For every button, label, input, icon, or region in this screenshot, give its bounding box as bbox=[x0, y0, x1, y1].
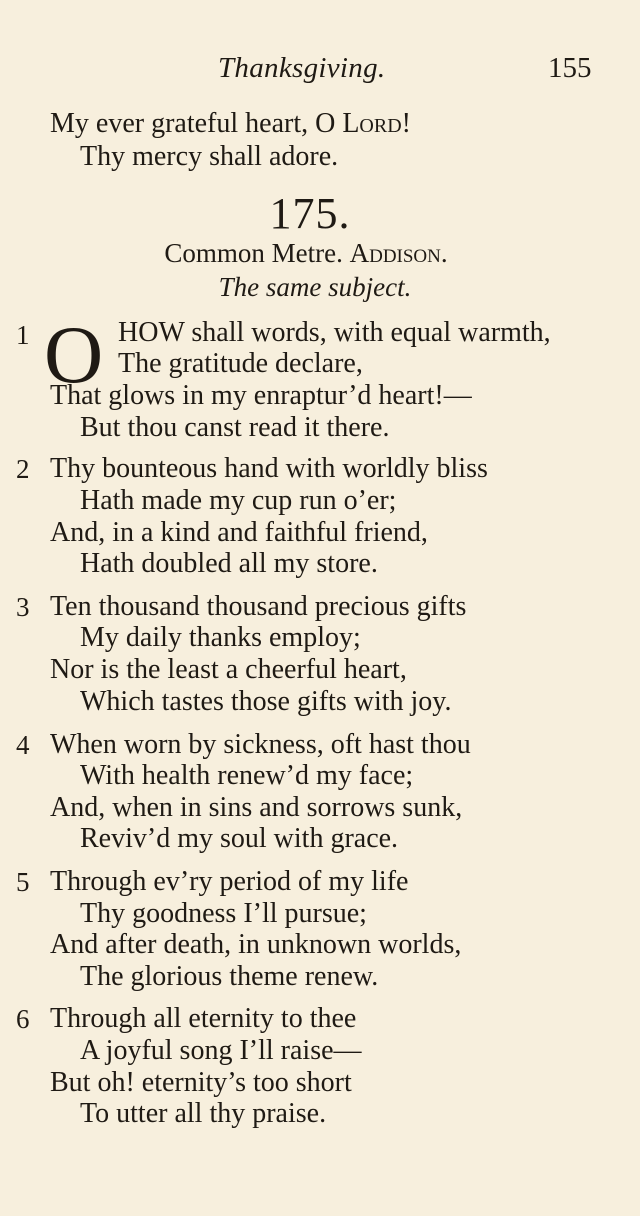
verse-number: 1 bbox=[16, 320, 30, 350]
verse-line: HOW shall words, with equal warmth, bbox=[118, 317, 551, 348]
verse-line: My daily thanks employ; bbox=[80, 622, 361, 653]
hymn-meter-author bbox=[0, 238, 612, 269]
page-number: 155 bbox=[548, 52, 592, 84]
section-title: Thanksgiving. bbox=[218, 52, 386, 84]
verse-line: Reviv’d my soul with grace. bbox=[80, 823, 399, 854]
verse-line: Ten thousand thousand precious gifts bbox=[50, 591, 467, 622]
hymn-subject: The same subject. bbox=[218, 272, 412, 302]
verse-line: Hath doubled all my store. bbox=[80, 548, 378, 579]
verse-line: The gratitude declare, bbox=[118, 348, 363, 379]
verse-number: 4 bbox=[16, 730, 30, 760]
verse-number: 2 bbox=[16, 454, 30, 484]
verse-line: And, when in sins and sorrows sunk, bbox=[50, 792, 463, 823]
hymn-author: Addison. bbox=[349, 238, 448, 268]
hymn-number: 175. bbox=[269, 189, 351, 238]
verse-line: Which tastes those gifts with joy. bbox=[80, 686, 452, 717]
verse-line: When worn by sickness, oft hast thou bbox=[50, 729, 471, 760]
verse-number: 5 bbox=[16, 867, 30, 897]
carryover-line: My ever grateful heart, O Lord! bbox=[50, 108, 411, 139]
verse-line: Through all eternity to thee bbox=[50, 1003, 357, 1034]
verse-line: And after death, in unknown worlds, bbox=[50, 929, 462, 960]
verse-number: 3 bbox=[16, 592, 30, 622]
verse-line: Thy goodness I’ll pursue; bbox=[80, 898, 367, 929]
verse-line: But oh! eternity’s too short bbox=[50, 1067, 352, 1098]
verse-line: To utter all thy praise. bbox=[80, 1098, 327, 1129]
verse-number: 6 bbox=[16, 1004, 30, 1034]
verse-line: Nor is the least a cheerful heart, bbox=[50, 654, 407, 685]
verse-line: And, in a kind and faithful friend, bbox=[50, 517, 428, 548]
verse-line: Thy bounteous hand with worldly bliss bbox=[50, 453, 488, 484]
verse-line: Through ev’ry period of my life bbox=[50, 866, 409, 897]
drop-cap: O bbox=[44, 309, 104, 400]
hymn-meter: Common Metre. bbox=[164, 238, 343, 268]
running-head bbox=[0, 52, 640, 88]
verse-line: With health renew’d my face; bbox=[80, 760, 414, 791]
verse-line: The glorious theme renew. bbox=[80, 961, 379, 992]
carryover-line: Thy mercy shall adore. bbox=[80, 141, 339, 172]
verse-line: That glows in my enraptur’d heart!— bbox=[50, 380, 472, 411]
verse-line: Hath made my cup run o’er; bbox=[80, 485, 397, 516]
verse-line: But thou canst read it there. bbox=[80, 412, 390, 443]
verse-line: A joyful song I’ll raise— bbox=[80, 1035, 362, 1066]
